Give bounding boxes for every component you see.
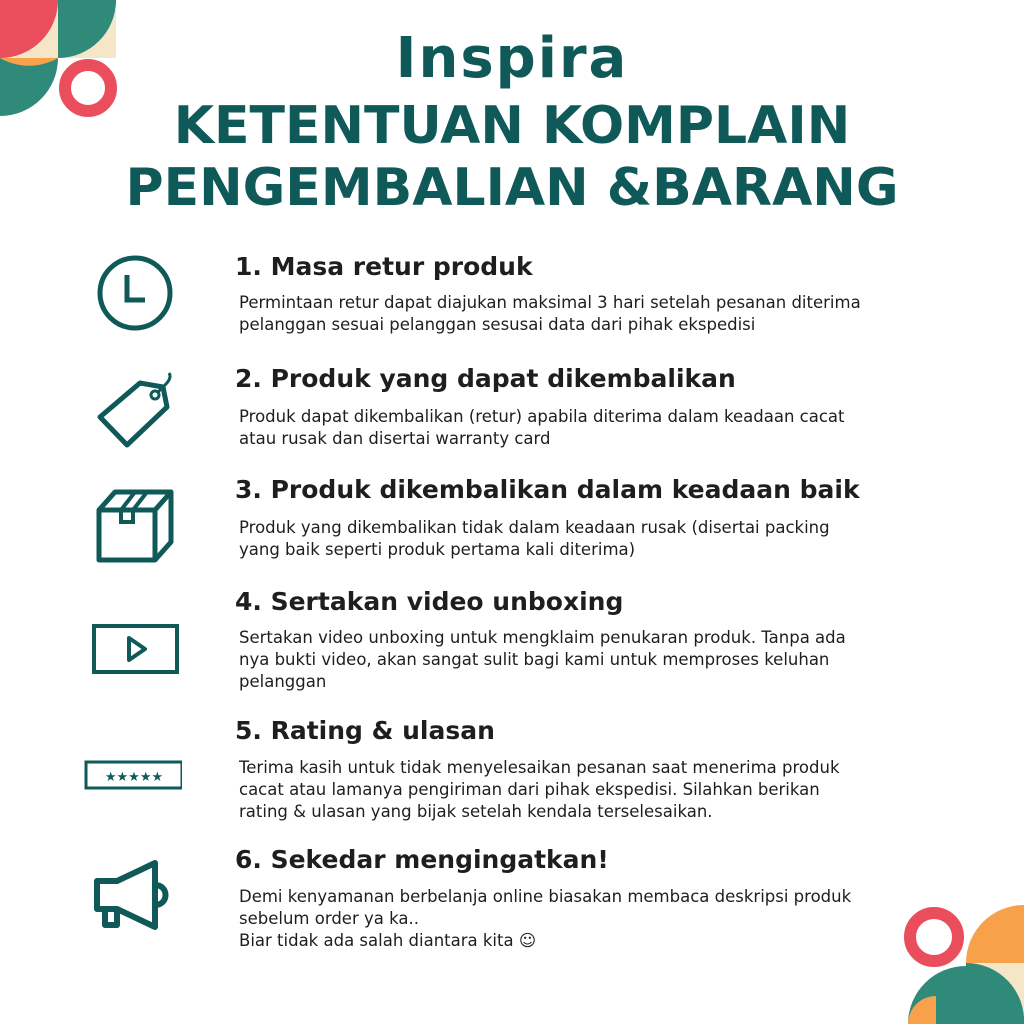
- rule-body-line: Produk dapat dikembalikan (retur) apabila diterima dalam keadaan cacat: [239, 407, 845, 426]
- rule-heading-4: 4. Sertakan video unboxing: [235, 587, 624, 616]
- rule-body-line: cacat atau lamanya pengiriman dari pihak ekspedisi. Silahkan berikan: [239, 780, 820, 799]
- rule-body-line: pelanggan sesuai pelanggan sesusai data dari pihak ekspedisi: [239, 315, 756, 334]
- rule-body-line: sebelum order ya ka..: [239, 909, 419, 928]
- rule-heading-3: 3. Produk dikembalikan dalam keadaan baik: [235, 475, 860, 504]
- rule-heading-1: 1. Masa retur produk: [235, 252, 533, 281]
- rule-body-6: [239, 886, 959, 952]
- star-rating-icon: [82, 725, 182, 825]
- rule-body-1: [239, 292, 959, 336]
- price-tag-icon: [85, 365, 185, 465]
- rule-body-line: rating & ulasan yang bijak setelah kendala terselesaikan.: [239, 802, 713, 821]
- rule-body-line: pelanggan: [239, 672, 327, 691]
- rule-body-5: [239, 757, 959, 823]
- megaphone-icon: [85, 845, 185, 945]
- page-title-line-1: KETENTUAN KOMPLAIN: [173, 96, 851, 156]
- brand-logo: [0, 28, 1024, 90]
- rule-heading-2: 2. Produk yang dapat dikembalikan: [235, 364, 736, 393]
- rule-body-line: Permintaan retur dapat diajukan maksimal 3 hari setelah pesanan diterima: [239, 293, 861, 312]
- rule-body-line: nya bukti video, akan sangat sulit bagi kami untuk memproses keluhan: [239, 650, 830, 669]
- rule-body-line: atau rusak dan disertai warranty card: [239, 429, 551, 448]
- svg-text:★★★★★: ★★★★★: [104, 770, 164, 785]
- rule-body-line: yang baik seperti produk pertama kali diterima): [239, 540, 636, 559]
- rule-body-line: Biar tidak ada salah diantara kita ☺: [239, 931, 537, 950]
- rule-body-4: [239, 627, 959, 693]
- page-title-line-2: PENGEMBALIAN &BARANG: [125, 158, 899, 218]
- rule-body-line: Demi kenyamanan berbelanja online biasakan membaca deskripsi produk: [239, 887, 852, 906]
- box-icon: [85, 478, 185, 578]
- rule-heading-5: 5. Rating & ulasan: [235, 716, 495, 745]
- video-play-icon: [85, 600, 185, 700]
- rule-body-line: Terima kasih untuk tidak menyelesaikan pesanan saat menerima produk: [239, 758, 840, 777]
- rule-body-line: Produk yang dikembalikan tidak dalam keadaan rusak (disertai packing: [239, 518, 830, 537]
- rule-body-line: Sertakan video unboxing untuk mengklaim penukaran produk. Tanpa ada: [239, 628, 846, 647]
- clock-icon: [85, 245, 185, 345]
- brand-logo-text: Inspira: [395, 26, 629, 91]
- rule-body-3: [239, 517, 959, 561]
- rule-body-2: [239, 406, 959, 450]
- rule-heading-6: 6. Sekedar mengingatkan!: [235, 845, 609, 874]
